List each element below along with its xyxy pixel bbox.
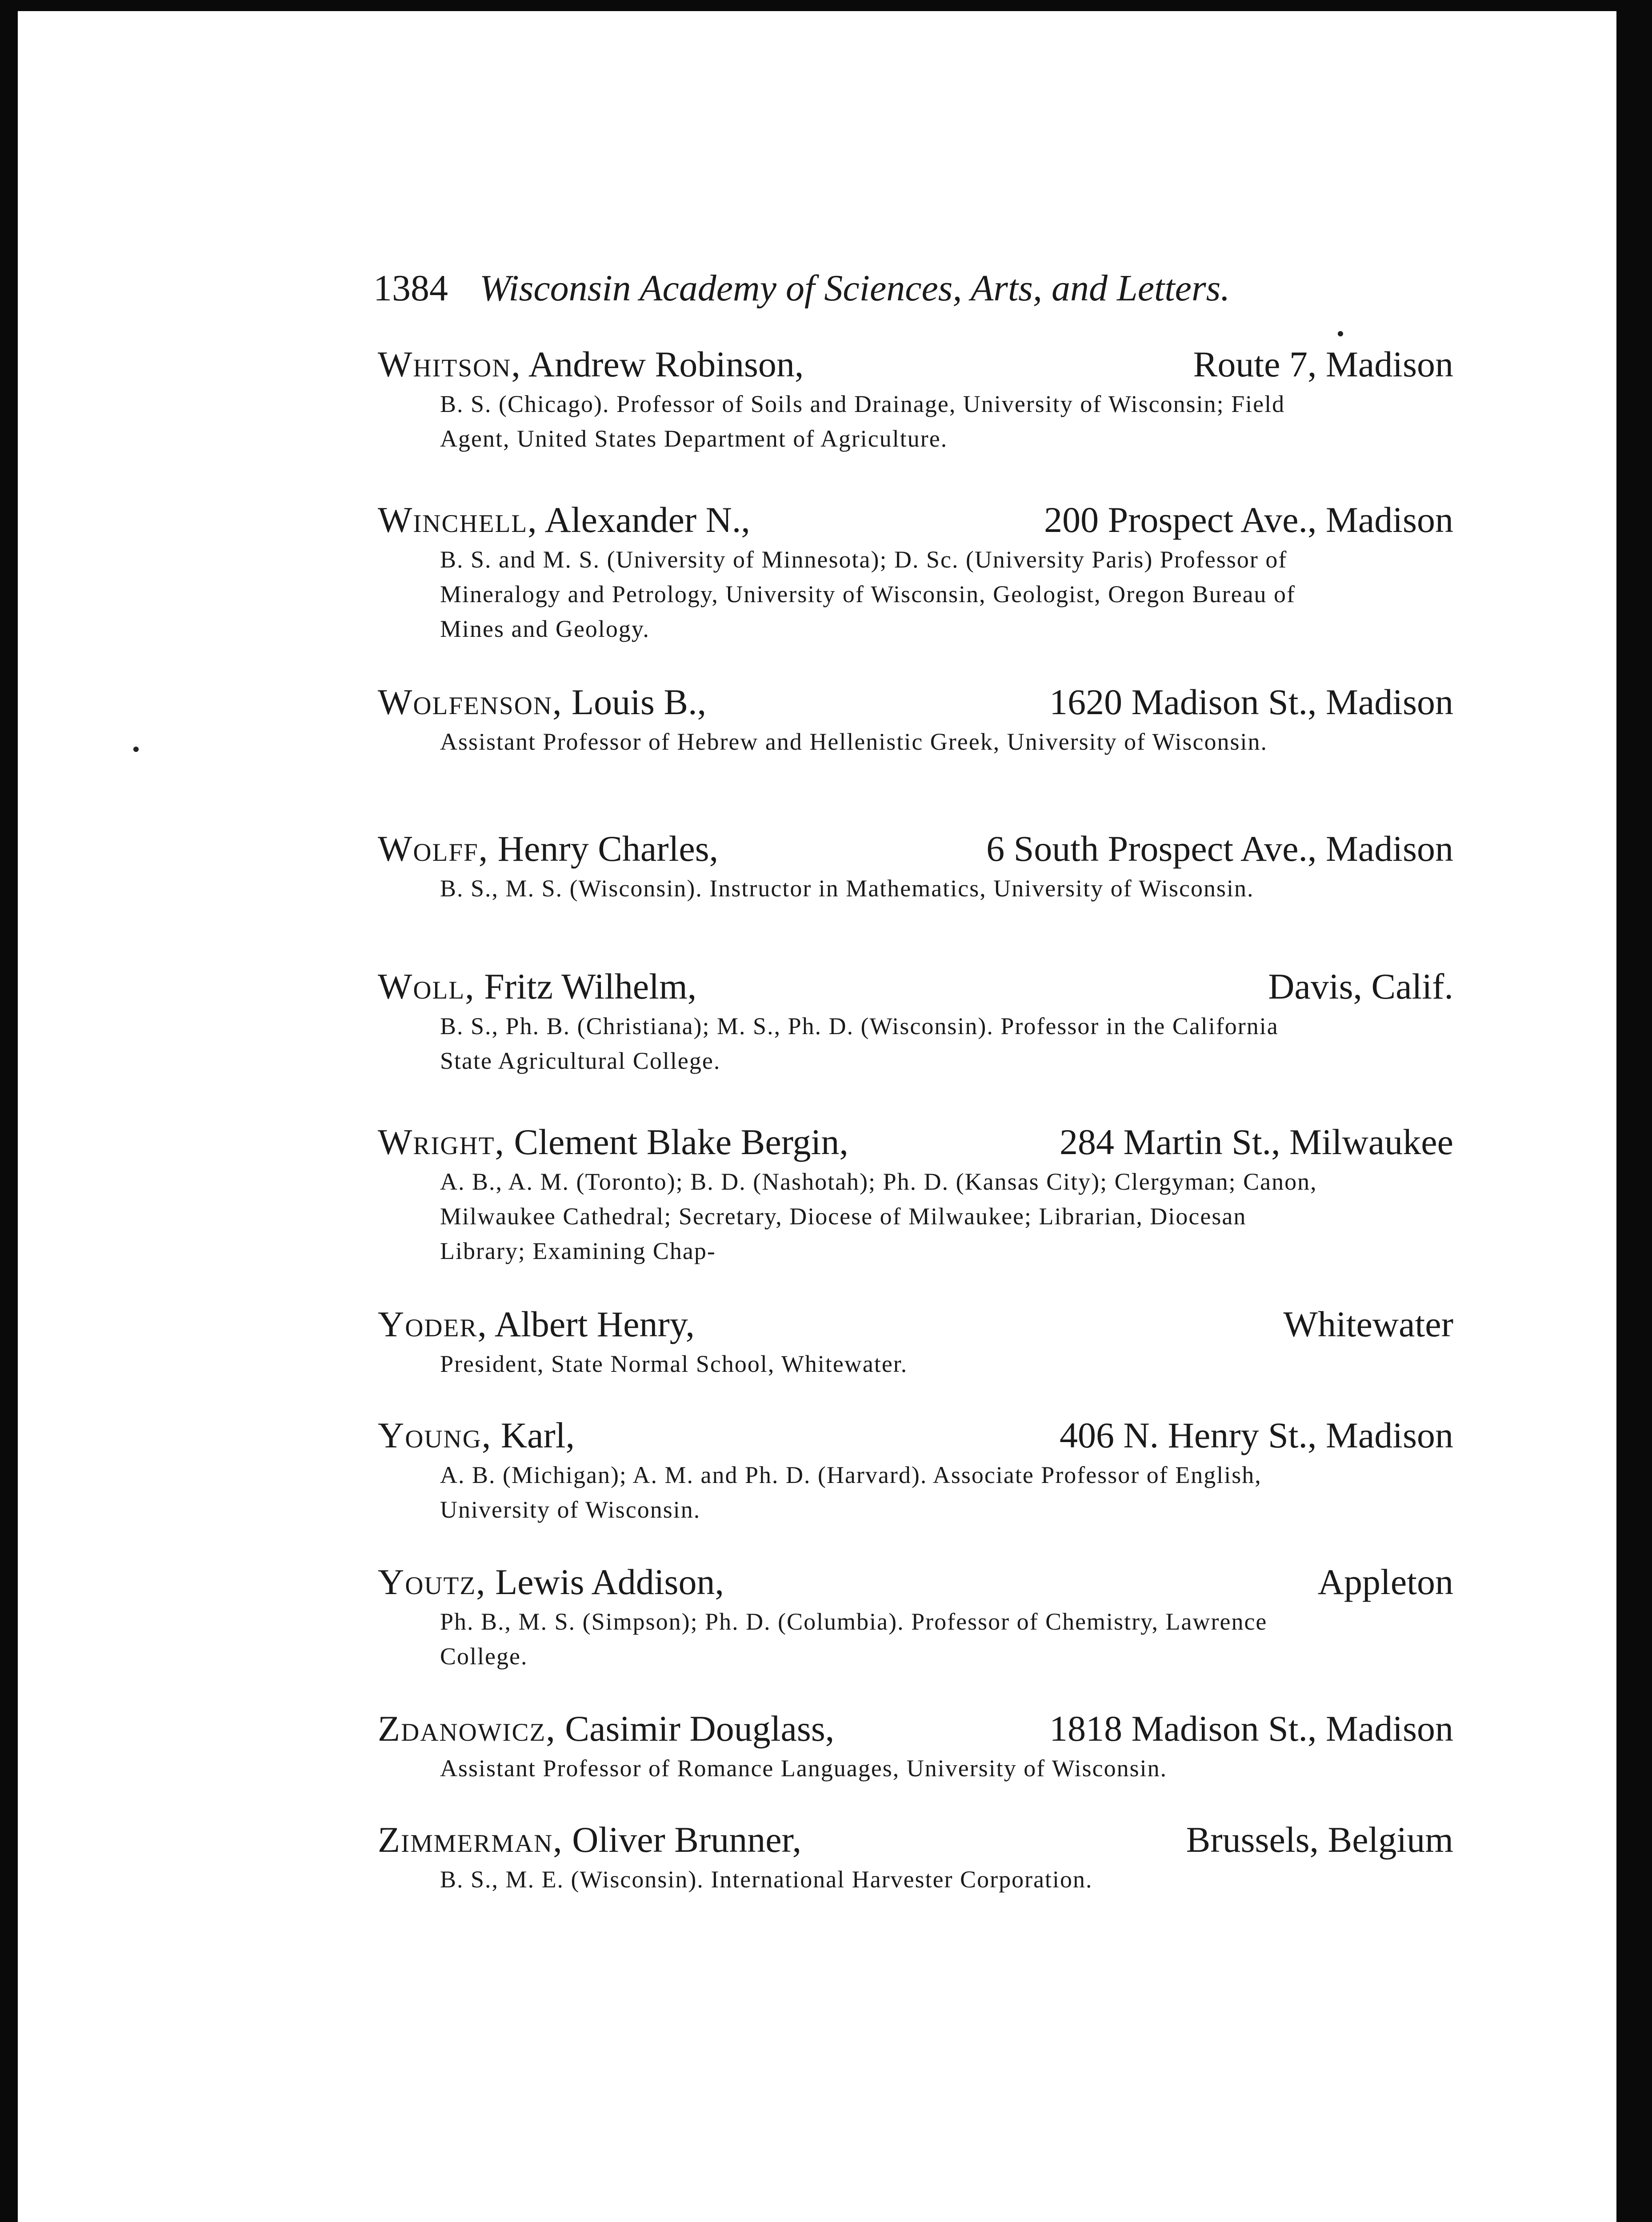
member-surname: Wolff, bbox=[378, 828, 489, 869]
directory-entry bbox=[378, 1302, 1453, 1381]
member-given-names: Albert Henry, bbox=[487, 1304, 695, 1344]
member-surname: Winchell, bbox=[378, 500, 538, 540]
member-surname: Wright, bbox=[378, 1122, 505, 1162]
entry-name-line bbox=[378, 1706, 1453, 1751]
entry-name-line bbox=[378, 964, 1453, 1009]
scan-border-top bbox=[0, 0, 1652, 11]
member-surname: Woll, bbox=[378, 966, 475, 1007]
member-address: Route 7, Madison bbox=[1193, 344, 1453, 384]
directory-entry bbox=[378, 964, 1453, 1078]
scan-border-left bbox=[0, 0, 18, 2222]
member-address: 200 Prospect Ave., Madison bbox=[1044, 500, 1453, 540]
member-given-names: Clement Blake Bergin, bbox=[505, 1122, 848, 1162]
member-surname: Young, bbox=[378, 1415, 492, 1455]
member-details: Assistant Professor of Hebrew and Hellenistic Greek, University of Wisconsin. bbox=[440, 728, 1268, 755]
member-given-names: Alexander N., bbox=[537, 500, 750, 540]
member-surname: Wolfenson, bbox=[378, 682, 563, 722]
member-details: Ph. B., M. S. (Simpson); Ph. D. (Columbia). Professor of Chemistry, Lawrence College. bbox=[440, 1608, 1268, 1670]
running-header bbox=[373, 267, 1351, 310]
directory-entry bbox=[378, 1560, 1453, 1674]
directory-entry bbox=[378, 827, 1453, 906]
member-given-names: Henry Charles, bbox=[488, 828, 719, 869]
directory-entry bbox=[378, 1818, 1453, 1897]
directory-entry bbox=[378, 1706, 1453, 1786]
member-details: A. B., A. M. (Toronto); B. D. (Nashotah); Ph. D. (Kansas City); Clergyman; Canon, Milwaukee Cathedral; Secretary, Diocese of Milwaukee; Librarian, Diocesan Library; Examining Chap- bbox=[440, 1168, 1317, 1264]
member-details: Assistant Professor of Romance Languages, University of Wisconsin. bbox=[440, 1755, 1168, 1782]
entry-name-line bbox=[378, 1302, 1453, 1347]
entry-name-line bbox=[378, 1560, 1453, 1604]
member-given-names: Fritz Wilhelm, bbox=[475, 966, 697, 1007]
member-details: President, State Normal School, Whitewater. bbox=[440, 1351, 908, 1377]
scan-border-right bbox=[1616, 0, 1652, 2222]
member-details: B. S., M. E. (Wisconsin). International Harvester Corporation. bbox=[440, 1866, 1093, 1893]
member-address: Brussels, Belgium bbox=[1186, 1819, 1453, 1860]
entry-name-line bbox=[378, 1120, 1453, 1164]
member-surname: Zimmerman, bbox=[378, 1819, 563, 1860]
member-surname: Whitson, bbox=[378, 344, 521, 384]
member-given-names: Casimir Douglass, bbox=[556, 1708, 835, 1749]
member-given-names: Andrew Robinson, bbox=[521, 344, 804, 384]
directory-entry bbox=[378, 1120, 1453, 1268]
member-address: 6 South Prospect Ave., Madison bbox=[986, 828, 1453, 869]
print-speck bbox=[1338, 331, 1343, 336]
directory-entry bbox=[378, 498, 1453, 646]
directory-entry bbox=[378, 1413, 1453, 1527]
member-details: A. B. (Michigan); A. M. and Ph. D. (Harvard). Associate Professor of English, University of Wisconsin. bbox=[440, 1462, 1262, 1523]
directory-entry bbox=[378, 342, 1453, 456]
entry-name-line bbox=[378, 498, 1453, 542]
member-address: Whitewater bbox=[1283, 1304, 1453, 1344]
member-address: 1818 Madison St., Madison bbox=[1049, 1708, 1453, 1749]
print-speck bbox=[133, 747, 139, 752]
member-address: 284 Martin St., Milwaukee bbox=[1060, 1122, 1453, 1162]
entry-name-line bbox=[378, 1818, 1453, 1862]
member-surname: Yoder, bbox=[378, 1304, 488, 1344]
member-address: Appleton bbox=[1317, 1562, 1453, 1602]
member-address: 406 N. Henry St., Madison bbox=[1059, 1415, 1453, 1455]
running-title: Wisconsin Academy of Sciences, Arts, and Letters. bbox=[480, 268, 1230, 309]
entry-name-line bbox=[378, 1413, 1453, 1458]
member-address: Davis, Calif. bbox=[1268, 966, 1453, 1007]
member-address: 1620 Madison St., Madison bbox=[1049, 682, 1453, 722]
member-details: B. S., M. S. (Wisconsin). Instructor in Mathematics, University of Wisconsin. bbox=[440, 875, 1254, 902]
entry-name-line bbox=[378, 827, 1453, 871]
member-surname: Youtz, bbox=[378, 1562, 486, 1602]
entry-name-line bbox=[378, 342, 1453, 387]
member-details: B. S. and M. S. (University of Minnesota); D. Sc. (University Paris) Professor of Mineralogy and Petrology, University of Wisconsin, Geologist, Oregon Bureau of Mines and Geology. bbox=[440, 546, 1296, 642]
member-details: B. S. (Chicago). Professor of Soils and Drainage, University of Wisconsin; Field Agent, United States Department of Agriculture. bbox=[440, 391, 1285, 452]
entry-name-line bbox=[378, 680, 1453, 724]
member-surname: Zdanowicz, bbox=[378, 1708, 556, 1749]
member-given-names: Oliver Brunner, bbox=[563, 1819, 802, 1860]
directory-entry bbox=[378, 680, 1453, 759]
member-given-names: Lewis Addison, bbox=[486, 1562, 724, 1602]
member-given-names: Karl, bbox=[492, 1415, 575, 1455]
member-details: B. S., Ph. B. (Christiana); M. S., Ph. D. (Wisconsin). Professor in the California State Agricultural College. bbox=[440, 1013, 1279, 1074]
member-given-names: Louis B., bbox=[562, 682, 707, 722]
page-number: 1384 bbox=[373, 268, 448, 309]
